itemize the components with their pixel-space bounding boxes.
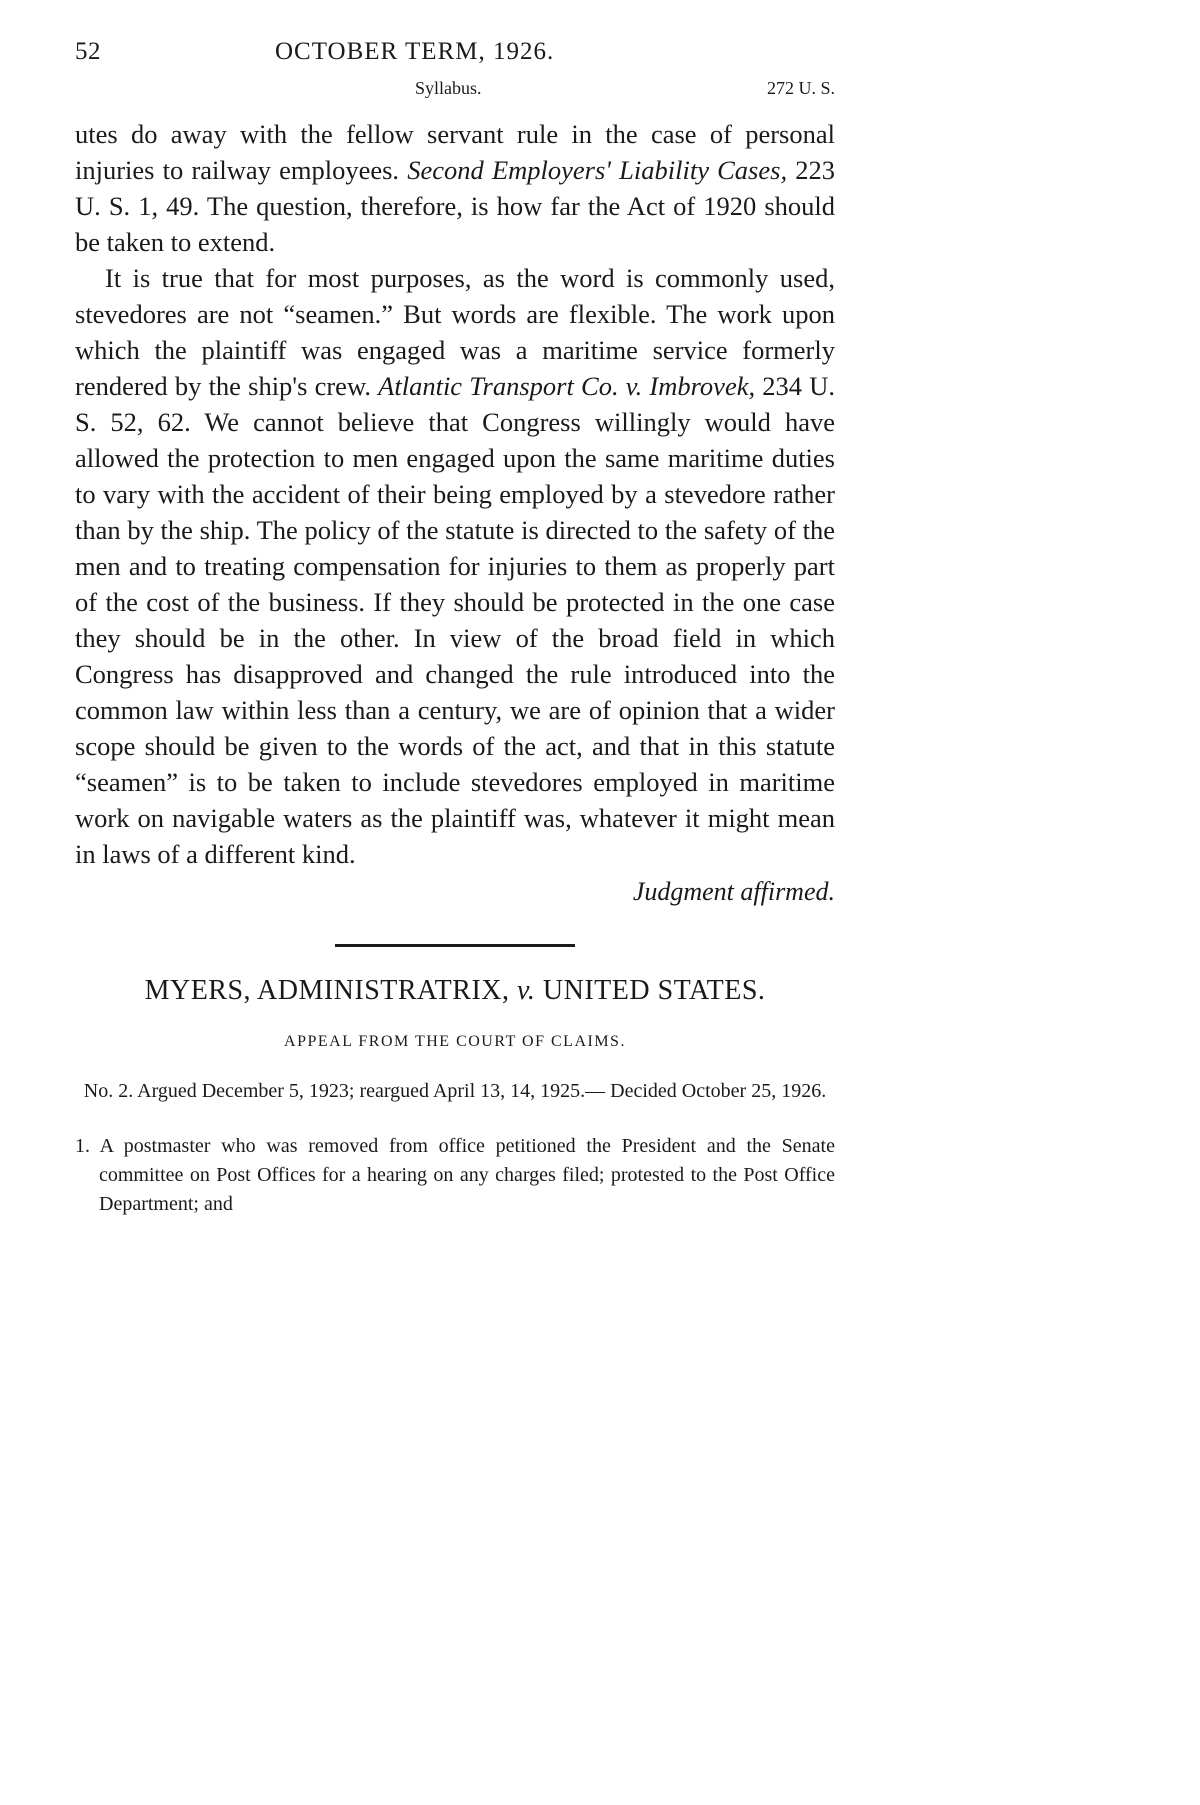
paragraph-2-text-a: It is true that for most purposes, as the word is commonly used, stevedores are not “seamen.” But words are flexible. The work upon which the plaintiff was engaged was a maritime service formerly rendered by the ship's crew. <box>75 263 835 401</box>
paragraph-1-citation: Second Employers' Liability Cases, <box>407 155 788 185</box>
paragraph-2-text-b: 234 U. S. 52, 62. We cannot believe that Congress willingly would have allowed the protection to men engaged upon the same maritime duties to vary with the accident of their being employed by a stevedore rather than by the ship. The policy of the statute is directed to the safety of the men and to treating compensation for injuries to them as properly part of the cost of the business. If they should be protected in the one case they should be in the other. In view of the broad field in which Congress has disapproved and changed the rule introduced into the common law within less than a century, we are of opinion that a wider scope should be given to the words of the act, and that in this statute “seamen” is to be taken to include stevedores employed in maritime work on navigable waters as the plaintiff was, whatever it might mean in laws of a different kind. <box>75 371 835 869</box>
paragraph-2 <box>75 260 835 872</box>
paragraph-1-text-a: utes do away with the fellow servant rule in the case of personal injuries to railway employees. <box>75 119 835 185</box>
case-title-versus: v. <box>517 975 536 1006</box>
judgment-line: Judgment affirmed. <box>632 877 835 906</box>
volume-label: 272 U. S. <box>766 78 835 98</box>
paragraph-2-citation: Atlantic Transport Co. v. Imbrovek, <box>378 371 756 401</box>
opinion-text <box>75 116 835 872</box>
term-heading: OCTOBER TERM, 1926. <box>275 38 555 65</box>
case-title-part-a: MYERS, ADMINISTRATRIX, <box>144 975 518 1006</box>
document-page <box>75 30 835 1219</box>
argued-line: No. 2. Argued December 5, 1923; reargued April 13, 14, 1925.— Decided October 25, 1926. <box>83 1080 827 1102</box>
page-number: 52 <box>75 38 101 65</box>
case-title-part-b: UNITED STATES. <box>535 975 766 1006</box>
case-title <box>75 975 835 1007</box>
section-label: Syllabus. <box>415 78 482 98</box>
section-divider <box>335 944 575 947</box>
sub-head <box>75 74 835 116</box>
headnote-1: 1. A postmaster who was removed from office petitioned the President and the Senate committee on Post Offices for a hearing on any charges filed; protested to the Post Office Department; and <box>75 1135 835 1215</box>
paragraph-1 <box>75 116 835 260</box>
paragraph-1-text-b: 223 U. S. 1, 49. The question, therefore, is how far the Act of 1920 should be taken to extend. <box>75 155 836 257</box>
appeal-line: APPEAL FROM THE COURT OF CLAIMS. <box>284 1033 626 1050</box>
running-head <box>75 30 835 74</box>
